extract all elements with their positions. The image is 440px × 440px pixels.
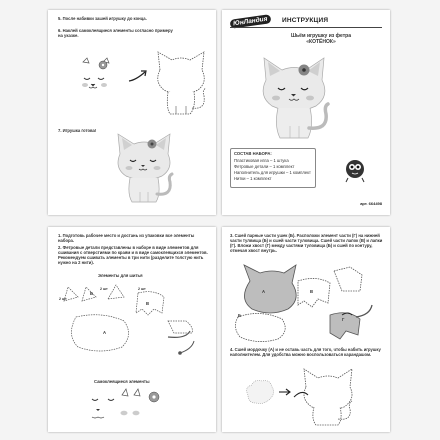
cat-outline-illustration bbox=[152, 50, 210, 120]
page-steps-1-2 bbox=[48, 227, 216, 432]
piece-label: 2 шт bbox=[138, 287, 146, 291]
arrow-icon bbox=[278, 387, 292, 397]
piece-label: А bbox=[262, 289, 266, 294]
page-header: ИНСТРУКЦИЯ bbox=[282, 17, 329, 24]
step-2-text: 2. Фетровые детали представлены в наборе в виде элементов для сшивания с отверстиями по краям и в виде самоклеящихся элементов. Рекомендуем сшивать элементы в три нити (разделите толстую нить нужно на 2 нити). bbox=[58, 245, 208, 265]
kitten-hero-illustration bbox=[254, 56, 334, 142]
step-7-text: 7. Игрушка готова! bbox=[58, 128, 97, 133]
assembly-diagram bbox=[230, 261, 385, 343]
sticker-pieces-heading: Самоклеящиеся элементы bbox=[94, 379, 150, 384]
piece-label: 2 шт bbox=[59, 297, 67, 301]
piece-label: Г bbox=[342, 317, 345, 322]
arrow-icon bbox=[128, 70, 148, 82]
kit-item: Наполнитель для игрушки – 1 комплект bbox=[234, 170, 311, 175]
sewing-pieces-diagram bbox=[56, 281, 211, 381]
piece-label: 2 шт bbox=[100, 287, 108, 291]
kit-contents-box bbox=[230, 148, 316, 188]
header-divider bbox=[230, 27, 382, 28]
kit-item: Пластиковая игла – 1 штука bbox=[234, 158, 289, 163]
sticker-face-pieces bbox=[78, 58, 118, 98]
step-6-text: 6. Наклей самоклеящиеся элементы согласно примеру на указке. bbox=[58, 28, 173, 38]
sticker-pieces-diagram bbox=[88, 387, 178, 427]
cover-subtitle: «КОТЁНОК» bbox=[306, 39, 336, 45]
cover-page bbox=[222, 10, 390, 215]
step-1-text: 1. Подготовь рабочее место и достань из упаковки все элементы набора. bbox=[58, 233, 195, 243]
kit-title: СОСТАВ НАБОРА: bbox=[234, 151, 272, 156]
stuffing-icon bbox=[242, 377, 276, 407]
sewing-pieces-heading: Элементы для шитья bbox=[98, 273, 143, 278]
piece-label: В bbox=[146, 301, 150, 306]
page-steps-5-7 bbox=[48, 10, 216, 215]
step-3-text: 3. Сшей парные части ушек (Б). Расположи элемент части (Г) на нижней части тулвища (Б) и сшей части туловища. Сшей части лапок (В) и лапки (Г). Вложи хвост (Г) между частями туловища (Б) и сшей по контуру, отмечая хвост внутрь. bbox=[230, 233, 383, 253]
mascot-icon bbox=[342, 156, 368, 182]
piece-label: Б bbox=[238, 313, 242, 318]
page-steps-3-4 bbox=[222, 227, 390, 432]
article-number: арт. 664498 bbox=[360, 201, 382, 206]
kit-item: Фетровые детали – 1 комплект bbox=[234, 164, 295, 169]
step-4-text: 4. Сшей мордочку (А) и не оставь часть для того, чтобы набить игрушку наполнителем. Для удобства можно воспользоваться карандашом. bbox=[230, 347, 381, 357]
cover-title: Шьём игрушку из фетра bbox=[291, 33, 351, 39]
step-5-text: 5. После набивки зашей игрушку до конца. bbox=[58, 16, 147, 21]
piece-label: Б bbox=[90, 291, 94, 296]
piece-label: В bbox=[310, 289, 314, 294]
finished-kitten-illustration bbox=[110, 132, 178, 206]
brand-logo: ЮнЛандия bbox=[230, 14, 271, 29]
kit-item: Нитки – 1 комплект bbox=[234, 176, 272, 181]
piece-label: А bbox=[103, 330, 107, 335]
stuffing-kitten-illustration bbox=[294, 367, 368, 427]
